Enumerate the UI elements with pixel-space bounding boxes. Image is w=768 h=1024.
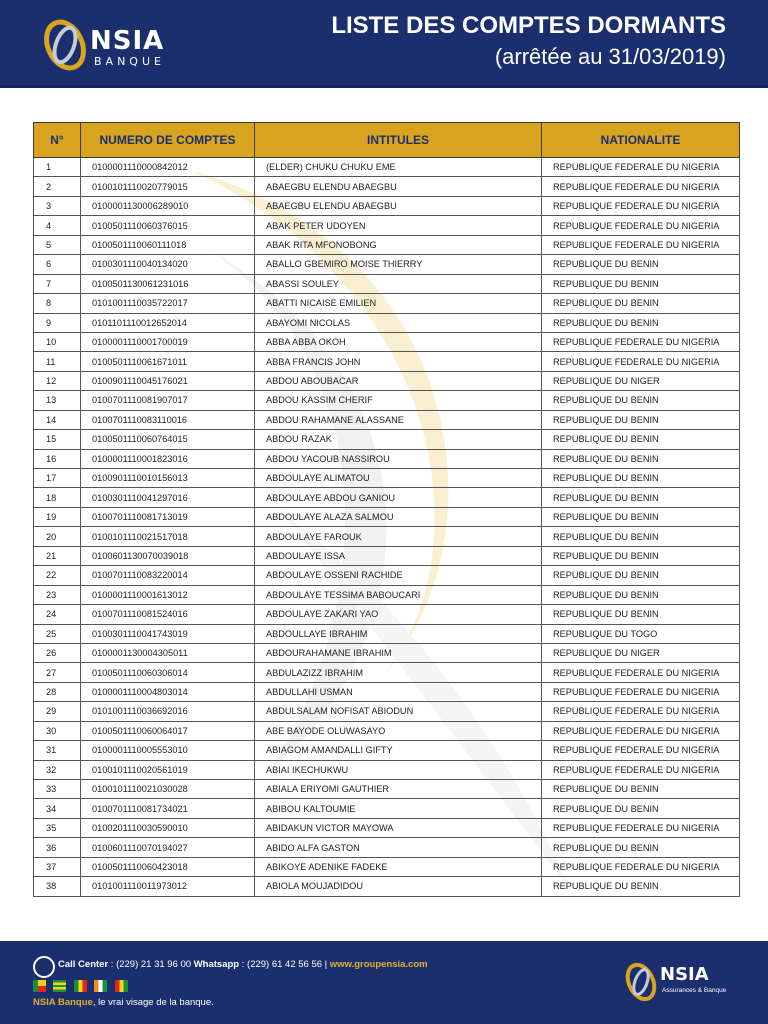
row-number: 29 [34,702,81,721]
row-number: 12 [34,371,81,390]
slogan-text: , le vrai visage de la banque. [92,997,214,1008]
account-name: ABIOLA MOUJADIDOU [255,877,542,896]
table-row [34,507,740,526]
account-number: 0100301110040134020 [81,255,255,274]
row-number: 23 [34,585,81,604]
table-row [34,799,740,818]
account-number: 0101001110036692016 [81,702,255,721]
nationality: REPUBLIQUE DU BENIN [542,605,740,624]
row-number: 11 [34,352,81,371]
account-number: 0100001110001700019 [81,332,255,351]
nsia-footer-logo [622,958,732,1008]
account-number: 0100701110081907017 [81,391,255,410]
row-number: 16 [34,449,81,468]
nationality: REPUBLIQUE DU BENIN [542,430,740,449]
table-row [34,663,740,682]
account-name: ABASSI SOULEY [255,274,542,293]
nationality: REPUBLIQUE FEDERALE DU NIGERIA [542,216,740,235]
account-name: ABDOURAHAMANE IBRAHIM [255,643,542,662]
phone-icon [33,956,55,978]
account-number: 0100101110020779015 [81,177,255,196]
nationality: REPUBLIQUE FEDERALE DU NIGERIA [542,741,740,760]
row-number: 20 [34,527,81,546]
account-number: 0100501110060111018 [81,235,255,254]
row-number: 1 [34,158,81,177]
account-name: ABBA FRANCIS JOHN [255,352,542,371]
logo-name: NSIA [90,26,165,56]
table-row [34,838,740,857]
table-row [34,352,740,371]
table-row [34,702,740,721]
nationality: REPUBLIQUE FEDERALE DU NIGERIA [542,235,740,254]
table-row [34,643,740,662]
table-row [34,216,740,235]
row-number: 28 [34,682,81,701]
table-row [34,585,740,604]
account-name: ABALLO GBEMIRO MOISE THIERRY [255,255,542,274]
slogan-brand: NSIA Banque [33,997,93,1008]
account-number: 0100701110083110016 [81,410,255,429]
table-row [34,410,740,429]
row-number: 36 [34,838,81,857]
nationality: REPUBLIQUE FEDERALE DU NIGERIA [542,663,740,682]
separator: | [322,959,330,970]
header-nationality: NATIONALITE [542,123,740,158]
row-number: 4 [34,216,81,235]
account-number: 0100501130061231016 [81,274,255,293]
table-body [34,158,740,897]
flag-benin-icon [33,980,46,992]
table-row [34,332,740,351]
row-number: 30 [34,721,81,740]
row-number: 34 [34,799,81,818]
account-number: 0100101110020561019 [81,760,255,779]
nationality: REPUBLIQUE DU BENIN [542,546,740,565]
account-number: 0100601110070194027 [81,838,255,857]
table-row [34,371,740,390]
header-number: N° [34,123,81,158]
account-number: 0101001110011973012 [81,877,255,896]
row-number: 27 [34,663,81,682]
account-name: ABIALA ERIYOMI GAUTHIER [255,780,542,799]
account-number: 0100701110081524016 [81,605,255,624]
nationality: REPUBLIQUE DU BENIN [542,877,740,896]
account-name: ABDOULAYE ISSA [255,546,542,565]
nationality: REPUBLIQUE DU BENIN [542,469,740,488]
account-number: 0100001110001613012 [81,585,255,604]
row-number: 14 [34,410,81,429]
account-name: (ELDER) CHUKU CHUKU EME [255,158,542,177]
account-name: ABIDAKUN VICTOR MAYOWA [255,818,542,837]
account-number: 0101001110035722017 [81,294,255,313]
table-row [34,294,740,313]
account-number: 0101101110012652014 [81,313,255,332]
nationality: REPUBLIQUE DU BENIN [542,838,740,857]
account-number: 0100501110061671011 [81,352,255,371]
nationality: REPUBLIQUE DU BENIN [542,488,740,507]
account-name: ABDOU RAZAK [255,430,542,449]
table-row [34,488,740,507]
row-number: 9 [34,313,81,332]
table-row [34,196,740,215]
footer-logo-subtitle: Assurances & Banque [662,987,727,994]
nationality: REPUBLIQUE DU TOGO [542,624,740,643]
dormant-accounts-table [33,122,740,897]
nationality: REPUBLIQUE DU BENIN [542,527,740,546]
nationality: REPUBLIQUE DU NIGER [542,643,740,662]
nationality: REPUBLIQUE FEDERALE DU NIGERIA [542,352,740,371]
row-number: 26 [34,643,81,662]
account-name: ABIKOYE ADENIKE FADEKE [255,857,542,876]
account-name: ABDOULAYE ALAZA SALMOU [255,507,542,526]
table-row [34,780,740,799]
table-row [34,274,740,293]
row-number: 24 [34,605,81,624]
call-center-number: : (229) 21 31 96 00 [108,959,192,970]
table-row [34,430,740,449]
account-number: 0100101110021030028 [81,780,255,799]
nationality: REPUBLIQUE FEDERALE DU NIGERIA [542,196,740,215]
row-number: 33 [34,780,81,799]
row-number: 22 [34,566,81,585]
account-number: 0100601130070039018 [81,546,255,565]
account-name: ABDOU RAHAMANE ALASSANE [255,410,542,429]
row-number: 10 [34,332,81,351]
account-number: 0100501110060376015 [81,216,255,235]
table-row [34,624,740,643]
account-name: ABDOULAYE ZAKARI YAO [255,605,542,624]
table-row [34,177,740,196]
account-name: ABDULLAHI USMAN [255,682,542,701]
account-number: 0100501110060764015 [81,430,255,449]
table-row [34,469,740,488]
account-number: 0100501110060306014 [81,663,255,682]
account-number: 0100301110041297016 [81,488,255,507]
table-row [34,760,740,779]
account-name: ABDOULAYE ABDOU GANIOU [255,488,542,507]
account-name: ABDOULAYE OSSENI RACHIDE [255,566,542,585]
table-row [34,741,740,760]
logo-subtitle: BANQUE [94,55,165,68]
account-number: 0100501110060423018 [81,857,255,876]
nationality: REPUBLIQUE FEDERALE DU NIGERIA [542,682,740,701]
nationality: REPUBLIQUE FEDERALE DU NIGERIA [542,332,740,351]
account-name: ABATTI NICAISE EMILIEN [255,294,542,313]
row-number: 13 [34,391,81,410]
account-number: 0100001110001823016 [81,449,255,468]
row-number: 21 [34,546,81,565]
account-number: 0100701110083220014 [81,566,255,585]
table-row [34,546,740,565]
account-number: 0100001110005553010 [81,741,255,760]
row-number: 8 [34,294,81,313]
row-number: 38 [34,877,81,896]
nsia-banque-logo [38,14,188,78]
account-number: 0100001110000842012 [81,158,255,177]
table-row [34,818,740,837]
website-link[interactable]: www.groupensia.com [329,959,428,970]
whatsapp-label: Whatsapp [193,959,240,970]
account-name: ABDOULAYE ALIMATOU [255,469,542,488]
account-name: ABDOULAYE FAROUK [255,527,542,546]
page-header [0,0,768,88]
slogan [33,997,214,1008]
account-name: ABAK PETER UDOYEN [255,216,542,235]
nationality: REPUBLIQUE FEDERALE DU NIGERIA [542,177,740,196]
contact-info [58,959,428,970]
nationality: REPUBLIQUE DU BENIN [542,391,740,410]
country-flags [33,980,131,993]
table-row [34,527,740,546]
account-number: 0100001110004803014 [81,682,255,701]
table-row [34,857,740,876]
row-number: 25 [34,624,81,643]
nationality: REPUBLIQUE DU BENIN [542,566,740,585]
whatsapp-number: : (229) 61 42 56 56 [239,959,323,970]
account-number: 0100001130006289010 [81,196,255,215]
account-name: ABIDO ALFA GASTON [255,838,542,857]
table-row [34,255,740,274]
nationality: REPUBLIQUE DU BENIN [542,313,740,332]
flag-ivory-coast-icon [94,980,107,992]
table-row [34,449,740,468]
table-row [34,313,740,332]
row-number: 32 [34,760,81,779]
nationality: REPUBLIQUE DU BENIN [542,294,740,313]
nationality: REPUBLIQUE DU BENIN [542,799,740,818]
account-name: ABDOU ABOUBACAR [255,371,542,390]
account-name: ABDOULLAYE IBRAHIM [255,624,542,643]
nationality: REPUBLIQUE DU NIGER [542,371,740,390]
page-title: LISTE DES COMPTES DORMANTS [331,12,726,39]
account-name: ABAEGBU ELENDU ABAEGBU [255,177,542,196]
header-account-name: INTITULES [255,123,542,158]
table-row [34,877,740,896]
table-row [34,721,740,740]
account-name: ABIBOU KALTOUMIE [255,799,542,818]
nationality: REPUBLIQUE DU BENIN [542,780,740,799]
table-header-row [34,123,740,158]
nsia-swirl-icon [42,16,88,74]
nationality: REPUBLIQUE FEDERALE DU NIGERIA [542,721,740,740]
account-number: 0100901110010156013 [81,469,255,488]
call-center-label: Call Center [58,959,109,970]
flag-senegal-icon [74,980,87,992]
row-number: 19 [34,507,81,526]
account-number: 0100701110081713019 [81,507,255,526]
account-name: ABIAI IKECHUKWU [255,760,542,779]
account-name: ABIAGOM AMANDALLI GIFTY [255,741,542,760]
account-number: 0100201110030590010 [81,818,255,837]
row-number: 5 [34,235,81,254]
account-name: ABAK RITA MFONOBONG [255,235,542,254]
nationality: REPUBLIQUE DU BENIN [542,449,740,468]
nsia-swirl-icon [624,960,658,1004]
table-row [34,682,740,701]
header-account-number: NUMERO DE COMPTES [81,123,255,158]
nationality: REPUBLIQUE DU BENIN [542,585,740,604]
account-number: 0100501110060064017 [81,721,255,740]
nationality: REPUBLIQUE FEDERALE DU NIGERIA [542,857,740,876]
row-number: 37 [34,857,81,876]
row-number: 3 [34,196,81,215]
account-name: ABDOU KASSIM CHERIF [255,391,542,410]
flag-guinea-icon [115,980,128,992]
row-number: 6 [34,255,81,274]
table-row [34,605,740,624]
nationality: REPUBLIQUE DU BENIN [542,410,740,429]
table-row [34,158,740,177]
row-number: 15 [34,430,81,449]
account-number: 0100001130004305011 [81,643,255,662]
account-name: ABDOULAYE TESSIMA BABOUCARI [255,585,542,604]
nationality: REPUBLIQUE DU BENIN [542,255,740,274]
nationality: REPUBLIQUE DU BENIN [542,507,740,526]
table-row [34,566,740,585]
account-number: 0100901110045176021 [81,371,255,390]
account-name: ABDULSALAM NOFISAT ABIODUN [255,702,542,721]
flag-togo-icon [53,980,66,992]
account-name: ABAYOMI NICOLAS [255,313,542,332]
row-number: 31 [34,741,81,760]
row-number: 17 [34,469,81,488]
account-name: ABBA ABBA OKOH [255,332,542,351]
table-row [34,391,740,410]
account-number: 0100101110021517018 [81,527,255,546]
row-number: 7 [34,274,81,293]
nationality: REPUBLIQUE FEDERALE DU NIGERIA [542,158,740,177]
account-name: ABE BAYODE OLUWASAYO [255,721,542,740]
account-name: ABAEGBU ELENDU ABAEGBU [255,196,542,215]
nationality: REPUBLIQUE FEDERALE DU NIGERIA [542,818,740,837]
row-number: 18 [34,488,81,507]
account-name: ABDULAZIZZ IBRAHIM [255,663,542,682]
account-number: 0100301110041743019 [81,624,255,643]
nationality: REPUBLIQUE DU BENIN [542,274,740,293]
nationality: REPUBLIQUE FEDERALE DU NIGERIA [542,760,740,779]
page-subtitle: (arrêtée au 31/03/2019) [494,44,726,69]
table-row [34,235,740,254]
account-name: ABDOU YACOUB NASSIROU [255,449,542,468]
row-number: 35 [34,818,81,837]
account-number: 0100701110081734021 [81,799,255,818]
nationality: REPUBLIQUE FEDERALE DU NIGERIA [542,702,740,721]
row-number: 2 [34,177,81,196]
footer-logo-name: NSIA [660,964,709,985]
